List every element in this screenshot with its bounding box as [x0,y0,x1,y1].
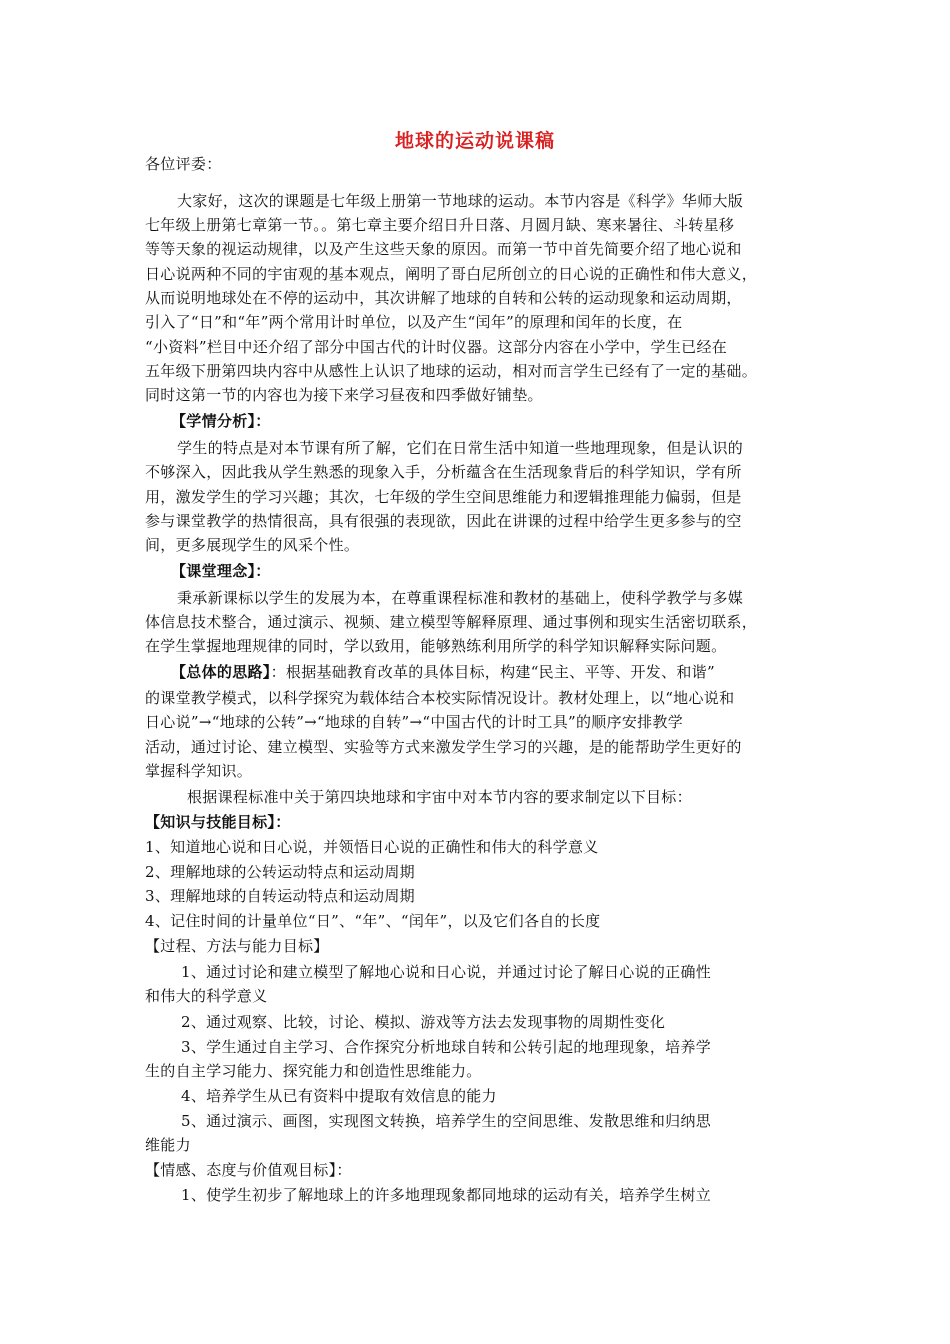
text-line: 等等天象的视运动规律，以及产生这些天象的原因。而第一节中首先简要介绍了地心说和 [145,240,742,258]
text-line: 在学生掌握地理规律的同时，学以致用，能够熟练利用所学的科学知识解释实际问题。 [145,637,727,655]
text-line: 从而说明地球处在不停的运动中，其次讲解了地球的自转和公转的运动现象和运动周期， [145,289,742,307]
text-line: 【过程、方法与能力目标】 [145,937,329,955]
section-heading: 【总体的思路】 [171,663,271,681]
text-line: 日心说两种不同的宇宙观的基本观点，阐明了哥白尼所创立的日心说的正确性和伟大意义， [145,265,758,283]
text-line: 【学情分析】： [171,412,271,430]
text-line: 引入了“日”和“年”两个常用计时单位，以及产生“闰年”的原理和闰年的长度，在 [145,313,683,331]
text-line: 2、理解地球的公转运动特点和运动周期 [145,863,415,881]
text-line: 维能力 [145,1136,191,1154]
text-line: 【知识与技能目标】： [145,813,291,831]
text-line: 七年级上册第七章第一节。。第七章主要介绍日升日落、月圆月缺、寒来暑往、斗转星移 [145,216,735,234]
text-line: 1、使学生初步了解地球上的许多地理现象都同地球的运动有关，培养学生树立 [181,1186,712,1204]
text-line: 秉承新课标以学生的发展为本，在尊重课程标准和教材的基础上，使科学教学与多媒 [177,589,744,607]
text-line: 的课堂教学模式，以科学探究为载体结合本校实际情况设计。教材处理上，以“地心说和 [145,689,735,707]
text-line: 体信息技术整合，通过演示、视频、建立模型等解释原理、通过事例和现实生活密切联系， [145,613,758,631]
text-line: 用，激发学生的学习兴趣；其次，七年级的学生空间思维能力和逻辑推理能力偏弱，但是 [145,488,742,506]
text-line: 掌握科学知识。 [145,762,253,780]
text-line: 学生的特点是对本节课有所了解，它们在日常生活中知道一些地理现象，但是认识的 [177,439,744,457]
document-title: 地球的运动说课稿 [394,130,555,152]
text-line: 和伟大的科学意义 [145,987,268,1005]
text-line: 【总体的思路】：根据基础教育改革的具体目标，构建“民主、平等、开发、和谐” [171,663,715,681]
text-line: 4、记住时间的计量单位“日”、“年”、“闰年”，以及它们各自的长度 [145,912,601,930]
text-line: 3、理解地球的自转运动特点和运动周期 [145,887,415,905]
text-line: 生的自主学习能力、探究能力和创造性思维能力。 [145,1062,482,1080]
text-line: 大家好，这次的课题是七年级上册第一节地球的运动。本节内容是《科学》华师大版 [177,192,744,210]
text-line: 间，更多展现学生的风采个性。 [145,536,360,554]
text-line: “小资料”栏目中还介绍了部分中国古代的计时仪器。这部分内容在小学中，学生已经在 [145,338,728,356]
text-line: 3、学生通过自主学习、合作探究分析地球自转和公转引起的地理现象，培养学 [181,1038,712,1056]
text-line: 2、通过观察、比较，讨论、模拟、游戏等方法去发现事物的周期性变化 [181,1013,666,1031]
text-line: 参与课堂教学的热情很高，具有很强的表现欲，因此在讲课的过程中给学生更多参与的空 [145,512,742,530]
text-line: 4、培养学生从已有资料中提取有效信息的能力 [181,1087,497,1105]
text-line: 5、通过演示、画图，实现图文转换，培养学生的空间思维、发散思维和归纳思 [181,1112,712,1130]
text-line: 各位评委： [145,155,222,173]
text-line: 根据课程标准中关于第四块地球和宇宙中对本节内容的要求制定以下目标： [187,788,692,806]
text-line: 【情感、态度与价值观目标】： [145,1161,352,1179]
text-line: 五年级下册第四块内容中从感性上认识了地球的运动，相对而言学生已经有了一定的基础。 [145,362,758,380]
text-line: 不够深入，因此我从学生熟悉的现象入手，分析蕴含在生活现象背后的科学知识，学有所 [145,463,742,481]
text-line: 活动，通过讨论、建立模型、实验等方式来激发学生学习的兴趣，是的能帮助学生更好的 [145,738,742,756]
text-line: 同时这第一节的内容也为接下来学习昼夜和四季做好铺垫。 [145,386,543,404]
text-line: 1、通过讨论和建立模型了解地心说和日心说，并通过讨论了解日心说的正确性 [181,963,712,981]
text-line: 1、知道地心说和日心说，并领悟日心说的正确性和伟大的科学意义 [145,838,599,856]
text-line: 【课堂理念】： [171,562,271,580]
text-line: 日心说”→“地球的公转”→“地球的自转”→“中国古代的计时工具”的顺序安排教学 [145,713,684,731]
